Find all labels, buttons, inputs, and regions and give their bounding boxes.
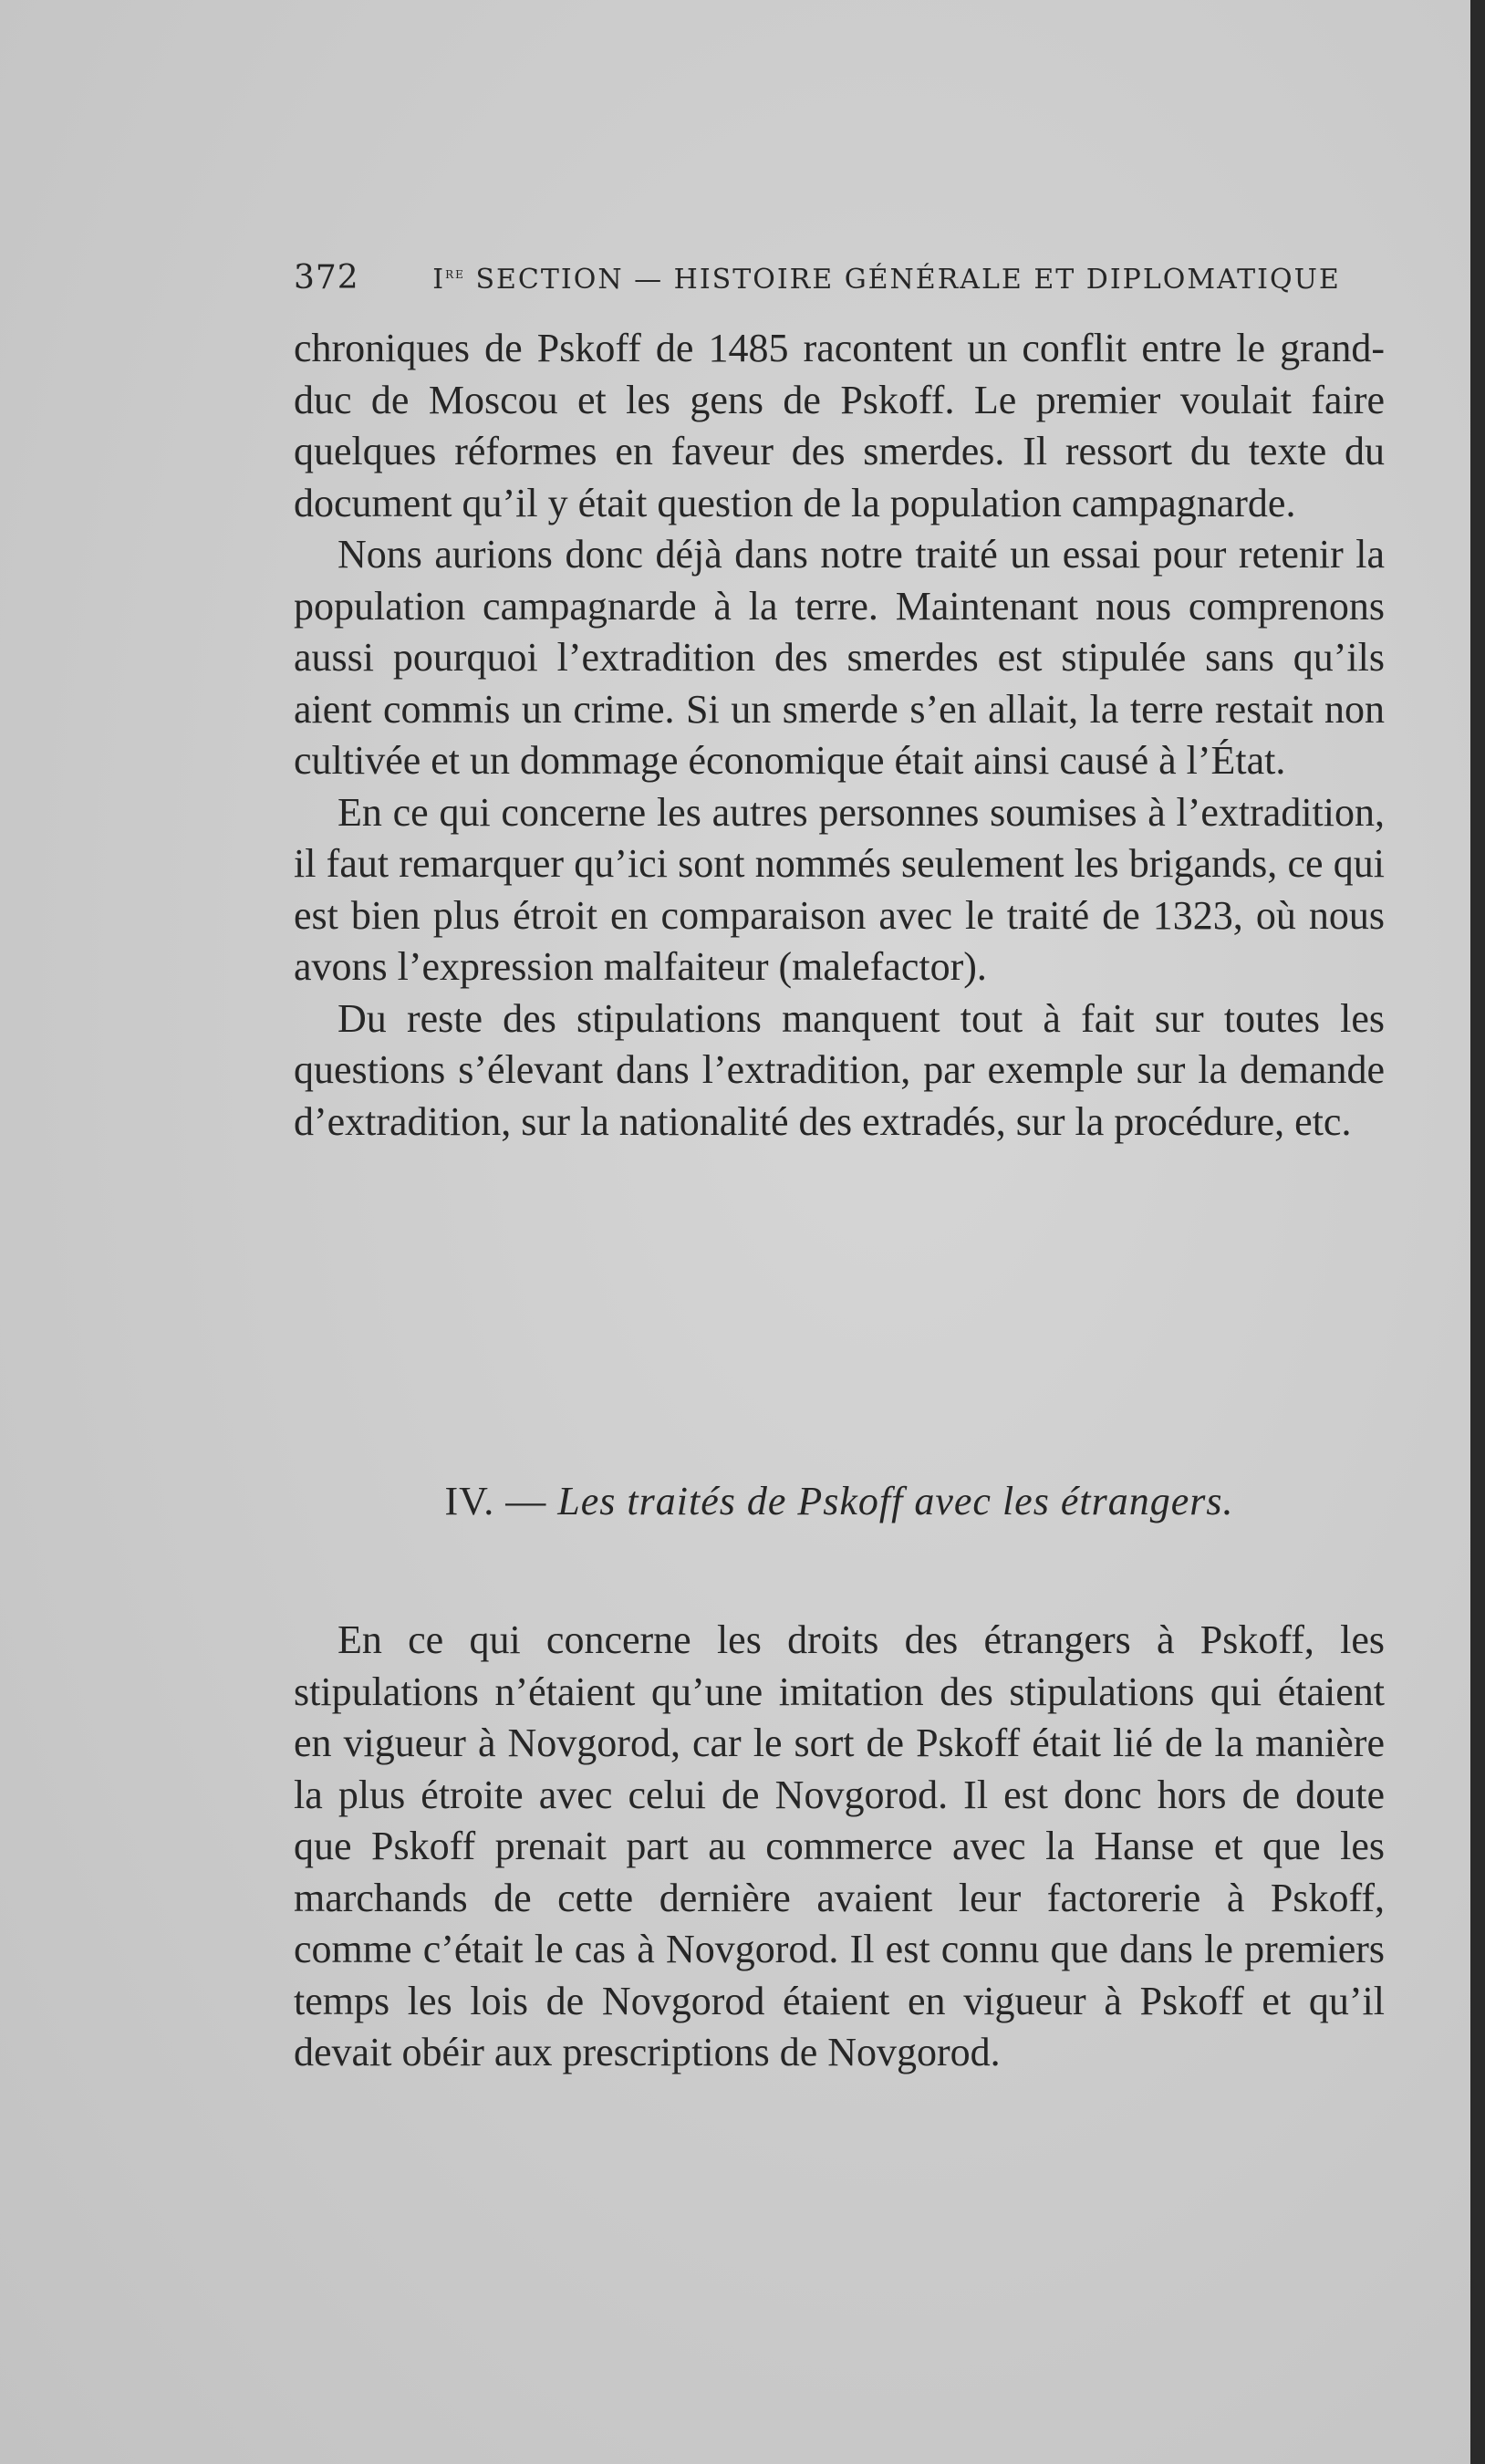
paragraph: Du reste des stipulations manquent tout à fait sur toutes les questions s’élevant dans l’extradition, par exemple sur la demande d’extradition, sur la nationalité des extradés, sur la procédure, etc.	[294, 995, 1385, 1144]
paragraph: En ce qui concerne les autres personnes soumises à l’extradition, il faut remarquer qu’ici sont nommés seulement les brigands, ce qui est bien plus étroit en comparaison avec le traité de 1323, où nous avons l’expression malfaiteur (malefactor).	[294, 789, 1385, 989]
page-number: 372	[294, 259, 359, 296]
scan-edge	[1470, 0, 1485, 2464]
paragraph: chroniques de Pskoff de 1485 racontent un conflit entre le grand-duc de Moscou et les gens de Pskoff. Le premier voulait faire quelques réformes en faveur des smerdes. Il ressort du texte du document qu’il y était question de la population campagnarde.	[294, 326, 1385, 525]
section-numeral: IV. —	[444, 1479, 547, 1523]
section-sup: re	[445, 265, 465, 283]
section-label	[432, 264, 1340, 296]
body-text-2	[294, 1615, 1385, 2079]
paragraph: En ce qui concerne les droits des étrangers à Pskoff, les stipulations n’étaient qu’une imitation des stipulations qui étaient en vigueur à Novgorod, car le sort de Pskoff était lié de la manière la plus étroite avec celui de Novgorod. Il est donc hors de doute que Pskoff prenait part au commerce avec la Hanse et que les marchands de cette dernière avaient leur factorerie à Pskoff, comme c’était le cas à Novgorod. Il est connu que dans le premiers temps les lois de Novgorod étaient en vigueur à Pskoff et qu’il devait obéir aux prescriptions de Novgorod.	[294, 1617, 1385, 2074]
section-text: SECTION — HISTOIRE GÉNÉRALE ET DIPLOMATIQUE	[475, 264, 1341, 296]
paragraph: Nons aurions donc déjà dans notre traité un essai pour retenir la population campagnarde à la terre. Maintenant nous comprenons aussi pourquoi l’extradition des smerdes est stipulée sans qu’ils aient commis un crime. Si un smerde s’en allait, la terre restait non cultivée et un dommage économique était ainsi causé à l’État.	[294, 532, 1385, 783]
section-heading	[294, 1478, 1385, 1524]
section-prefix: I	[432, 264, 446, 296]
section-title: Les traités de Pskoff avec les étrangers.	[557, 1479, 1234, 1523]
running-head	[294, 259, 1341, 299]
body-text	[294, 323, 1385, 1148]
